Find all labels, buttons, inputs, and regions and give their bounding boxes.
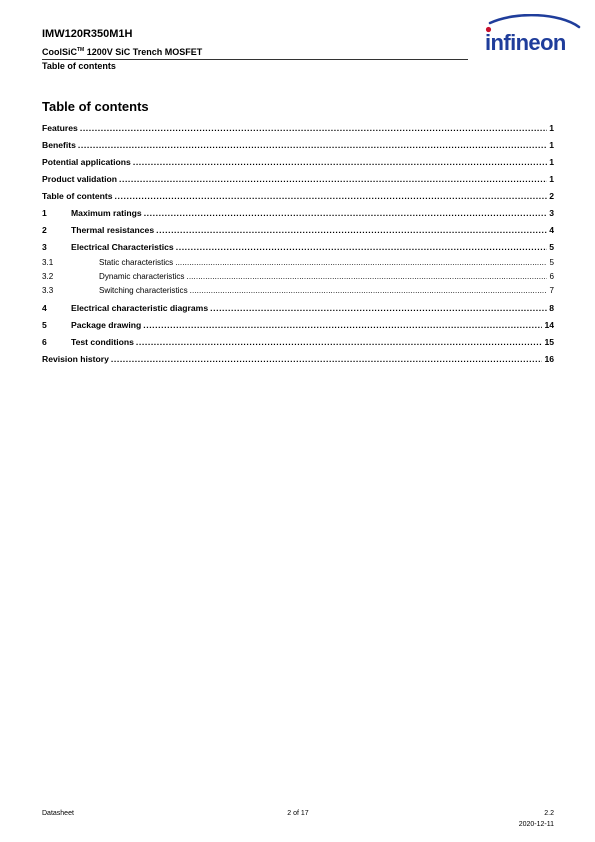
toc-entry-number: 4 bbox=[42, 303, 47, 313]
toc-entry[interactable] bbox=[42, 352, 554, 369]
toc-entry-label: Static characteristics bbox=[99, 258, 174, 267]
toc-entry-label: Test conditions bbox=[71, 337, 134, 347]
footer-date: 2020-12-11 bbox=[518, 821, 554, 828]
toc-entry-number: 1 bbox=[42, 208, 47, 218]
toc-dot-leader bbox=[115, 189, 548, 204]
toc-entry-page: 1 bbox=[549, 174, 554, 184]
toc-entry[interactable] bbox=[42, 189, 554, 206]
toc-dot-leader bbox=[175, 257, 547, 269]
toc-entry-page: 7 bbox=[549, 286, 554, 295]
toc-entry-label: Features bbox=[42, 123, 78, 133]
toc-title: Table of contents bbox=[42, 99, 149, 114]
toc-entry[interactable] bbox=[42, 335, 554, 352]
toc-entry-page: 5 bbox=[549, 258, 554, 267]
toc-dot-leader bbox=[190, 285, 548, 297]
toc-entry[interactable] bbox=[42, 257, 554, 271]
toc-entry-page: 3 bbox=[549, 208, 554, 218]
toc-entry[interactable] bbox=[42, 138, 554, 155]
toc-entry-page: 1 bbox=[549, 123, 554, 133]
toc-dot-leader bbox=[156, 223, 547, 238]
toc-entry-number: 6 bbox=[42, 337, 47, 347]
toc-entry-label: Potential applications bbox=[42, 157, 131, 167]
toc-entry[interactable] bbox=[42, 223, 554, 240]
document-subtitle bbox=[42, 44, 468, 58]
toc-entry[interactable] bbox=[42, 271, 554, 285]
toc-dot-leader bbox=[144, 206, 548, 221]
subtitle-rest: 1200V SiC Trench MOSFET bbox=[84, 47, 203, 57]
toc-entry-number: 2 bbox=[42, 225, 47, 235]
toc-entry-number: 3.2 bbox=[42, 272, 54, 281]
toc-entry[interactable] bbox=[42, 121, 554, 138]
toc-entry-label: Revision history bbox=[42, 354, 109, 364]
toc-entry-page: 14 bbox=[544, 320, 554, 330]
header-divider bbox=[42, 59, 468, 60]
infineon-logo bbox=[476, 14, 584, 58]
toc-entry-page: 6 bbox=[549, 272, 554, 281]
toc-dot-leader bbox=[78, 138, 547, 153]
toc-entry-label: Switching characteristics bbox=[99, 286, 188, 295]
toc-entry-label: Product validation bbox=[42, 174, 117, 184]
toc-entry-number: 5 bbox=[42, 320, 47, 330]
toc-entry-page: 5 bbox=[549, 242, 554, 252]
toc-entry-page: 15 bbox=[544, 337, 554, 347]
toc-entry[interactable] bbox=[42, 206, 554, 223]
toc-entry[interactable] bbox=[42, 318, 554, 335]
toc-entry-label: Benefits bbox=[42, 140, 76, 150]
footer-doc-type: Datasheet bbox=[42, 810, 74, 817]
toc-entry-label: Maximum ratings bbox=[71, 208, 142, 218]
toc-entry-page: 8 bbox=[549, 303, 554, 313]
toc-dot-leader bbox=[80, 121, 547, 136]
trademark-mark: TM bbox=[77, 47, 85, 53]
toc-entry-label: Electrical Characteristics bbox=[71, 242, 174, 252]
toc-entry-page: 4 bbox=[549, 225, 554, 235]
toc-dot-leader bbox=[143, 318, 542, 333]
document-id: IMW120R350M1H bbox=[42, 28, 133, 40]
toc-entry-number: 3.1 bbox=[42, 258, 54, 267]
toc-entry-label: Table of contents bbox=[42, 191, 113, 201]
toc-entry[interactable] bbox=[42, 240, 554, 257]
subtitle-brand: CoolSiC bbox=[42, 47, 77, 57]
page-header bbox=[42, 28, 468, 72]
toc-dot-leader bbox=[186, 271, 547, 283]
toc-entry-page: 1 bbox=[549, 157, 554, 167]
header-section-name: Table of contents bbox=[42, 61, 116, 71]
toc-entry-label: Electrical characteristic diagrams bbox=[71, 303, 209, 313]
toc-dot-leader bbox=[210, 301, 547, 316]
toc-entry[interactable] bbox=[42, 301, 554, 318]
toc-entry-label: Package drawing bbox=[71, 320, 142, 330]
logo-wordmark: infineon bbox=[485, 30, 566, 55]
toc-entry[interactable] bbox=[42, 172, 554, 189]
toc-entry-number: 3 bbox=[42, 242, 47, 252]
toc-dot-leader bbox=[119, 172, 547, 187]
toc-entry-label: Dynamic characteristics bbox=[99, 272, 185, 281]
table-of-contents bbox=[42, 121, 554, 369]
toc-entry[interactable] bbox=[42, 155, 554, 172]
footer-version: 2.2 bbox=[544, 810, 554, 817]
toc-dot-leader bbox=[136, 335, 543, 350]
toc-entry-page: 2 bbox=[549, 191, 554, 201]
toc-dot-leader bbox=[111, 352, 543, 367]
toc-entry-page: 1 bbox=[549, 140, 554, 150]
toc-entry-label: Thermal resistances bbox=[71, 225, 155, 235]
page-footer bbox=[42, 809, 554, 819]
toc-entry-number: 3.3 bbox=[42, 286, 54, 295]
toc-entry[interactable] bbox=[42, 285, 554, 301]
footer-page-number: 2 of 17 bbox=[287, 810, 309, 817]
toc-dot-leader bbox=[133, 155, 547, 170]
toc-dot-leader bbox=[176, 240, 548, 255]
toc-entry-page: 16 bbox=[544, 354, 554, 364]
